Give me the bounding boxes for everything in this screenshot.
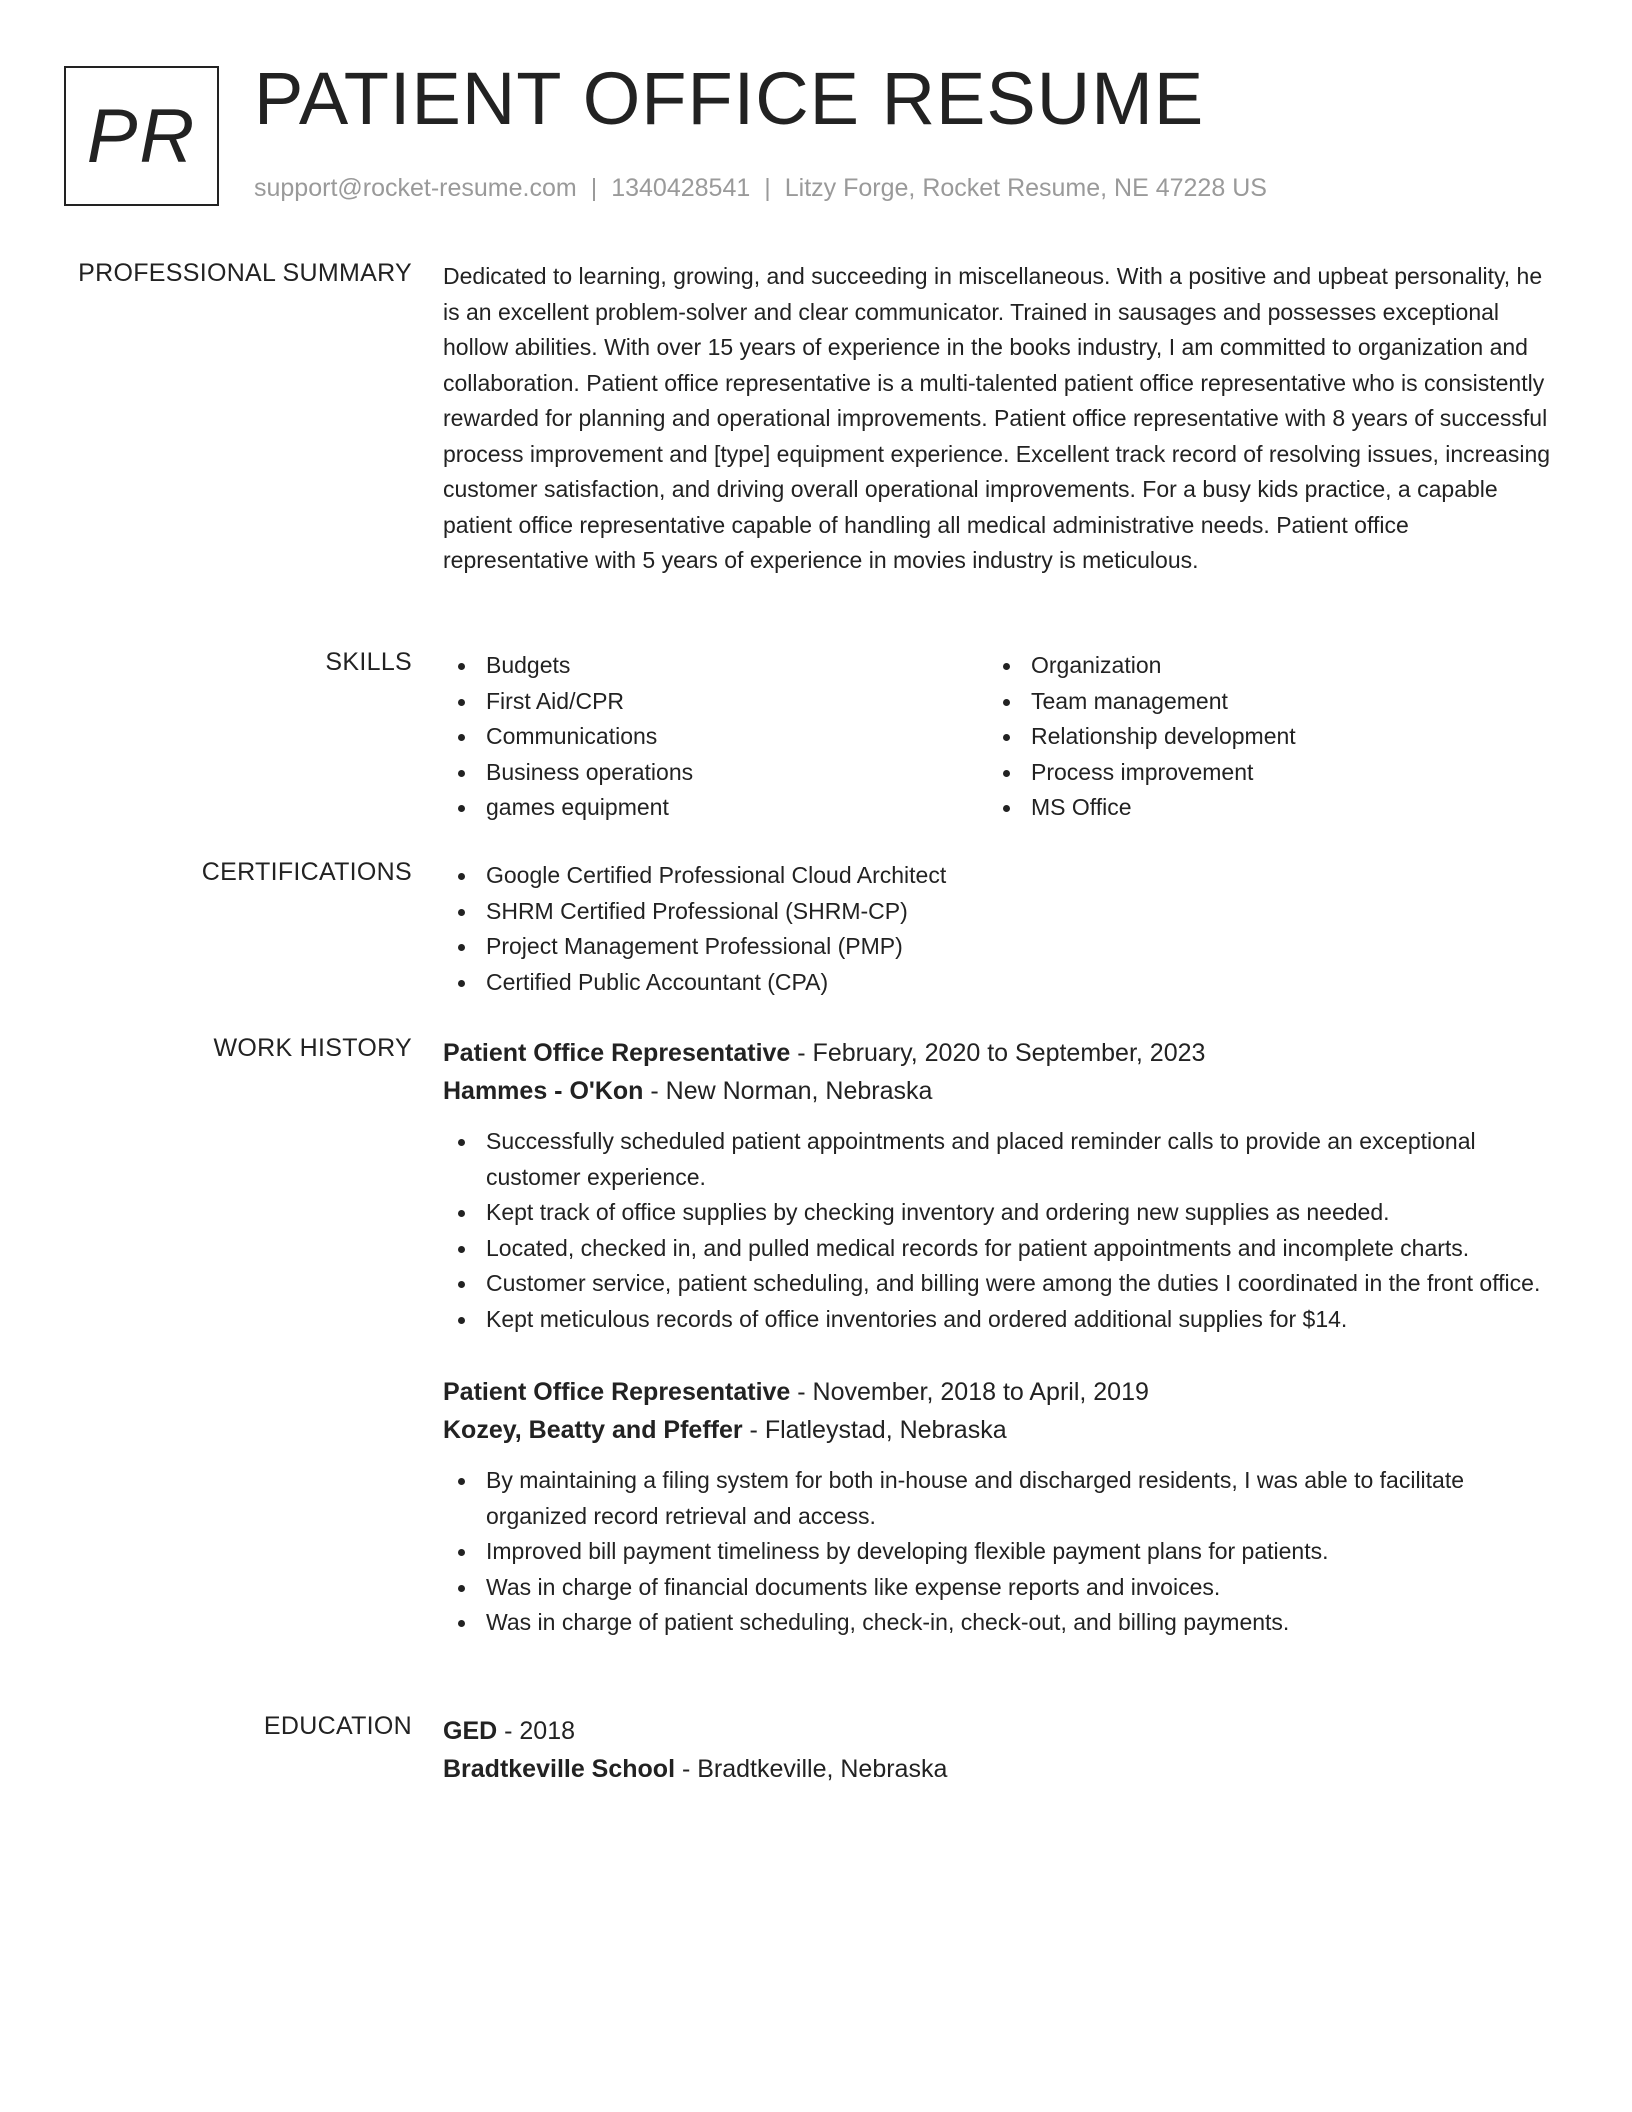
list-item: Certified Public Accountant (CPA) xyxy=(443,965,1558,1001)
page-title: PATIENT OFFICE RESUME xyxy=(254,57,1205,140)
list-item: Was in charge of patient scheduling, check-in, check-out, and billing payments. xyxy=(443,1605,1558,1641)
certifications-list xyxy=(443,858,1558,1000)
job-entry xyxy=(443,1373,1558,1641)
list-item: Kept track of office supplies by checking inventory and ordering new supplies as needed. xyxy=(443,1195,1558,1231)
section-label-work-history: WORK HISTORY xyxy=(213,1034,412,1062)
list-item: By maintaining a filing system for both in-house and discharged residents, I was able to facilitate organized record retrieval and access. xyxy=(443,1463,1558,1534)
job-duties-list xyxy=(443,1463,1558,1641)
list-item: Communications xyxy=(443,719,988,755)
list-item: Business operations xyxy=(443,755,988,791)
list-item: Customer service, patient scheduling, and billing were among the duties I coordinated in the front office. xyxy=(443,1266,1558,1302)
list-item: Was in charge of financial documents like expense reports and invoices. xyxy=(443,1570,1558,1606)
contact-email: support@rocket-resume.com xyxy=(254,174,577,202)
contact-phone: 1340428541 xyxy=(611,174,751,202)
list-item: Successfully scheduled patient appointments and placed reminder calls to provide an exceptional customer experience. xyxy=(443,1124,1558,1195)
skills-columns xyxy=(443,648,1558,826)
job-company: Kozey, Beatty and Pfeffer xyxy=(443,1416,743,1444)
education-location: - Bradtkeville, Nebraska xyxy=(675,1755,948,1783)
job-location: - New Norman, Nebraska xyxy=(643,1077,933,1105)
contact-separator: | xyxy=(764,174,771,202)
section-label-education: EDUCATION xyxy=(263,1712,412,1740)
summary-body xyxy=(443,259,1558,579)
list-item: Budgets xyxy=(443,648,988,684)
list-item: Google Certified Professional Cloud Architect xyxy=(443,858,1558,894)
job-heading xyxy=(443,1034,1558,1072)
job-location: - Flatleystad, Nebraska xyxy=(742,1416,1007,1444)
contact-separator: | xyxy=(590,174,598,202)
education-year: - 2018 xyxy=(497,1717,576,1745)
job-employer xyxy=(443,1411,1558,1449)
contact-address: Litzy Forge, Rocket Resume, NE 47228 US xyxy=(784,174,1267,202)
education-school: Bradtkeville School xyxy=(443,1755,676,1783)
list-item: Kept meticulous records of office inventories and ordered additional supplies for $14. xyxy=(443,1302,1558,1338)
job-title: Patient Office Representative xyxy=(443,1039,791,1067)
list-item: Project Management Professional (PMP) xyxy=(443,929,1558,965)
list-item: Organization xyxy=(988,648,1533,684)
section-label-certifications: CERTIFICATIONS xyxy=(201,858,412,886)
contact-line xyxy=(254,174,1267,203)
education-degree: GED xyxy=(443,1717,498,1745)
section-label-skills: SKILLS xyxy=(325,648,412,676)
list-item: Located, checked in, and pulled medical records for patient appointments and incomplete charts. xyxy=(443,1231,1558,1267)
job-title: Patient Office Representative xyxy=(443,1378,791,1406)
list-item: Improved bill payment timeliness by developing flexible payment plans for patients. xyxy=(443,1534,1558,1570)
list-item: First Aid/CPR xyxy=(443,684,988,720)
skills-list-left xyxy=(443,648,988,826)
job-employer xyxy=(443,1072,1558,1110)
certifications-body xyxy=(443,858,1558,1000)
education-heading xyxy=(443,1712,1558,1750)
job-duties-list xyxy=(443,1124,1558,1337)
list-item: SHRM Certified Professional (SHRM-CP) xyxy=(443,894,1558,930)
job-company: Hammes - O'Kon xyxy=(443,1077,644,1105)
job-dates: - November, 2018 to April, 2019 xyxy=(790,1378,1149,1406)
education-body xyxy=(443,1712,1558,1788)
job-heading xyxy=(443,1373,1558,1411)
education-institution xyxy=(443,1750,1558,1788)
list-item: Relationship development xyxy=(988,719,1533,755)
work-history-body xyxy=(443,1034,1558,1677)
summary-text: Dedicated to learning, growing, and succeeding in miscellaneous. With a positive and upbeat personality, he is an excellent problem-solver and clear communicator. Trained in sausages and possesses exceptional hollow abilities. With over 15 years of experience in the books industry, I am committed to organization and collaboration. Patient office representative is a multi-talented patient office representative who is consistently rewarded for planning and operational improvements. Patient office representative with 8 years of successful process improvement and [type] equipment experience. Excellent track record of resolving issues, increasing customer satisfaction, and driving overall operational improvements. For a busy kids practice, a capable patient office representative capable of handling all medical administrative needs. Patient office representative with 5 years of experience in movies industry is meticulous. xyxy=(443,263,1551,573)
monogram-logo: PR xyxy=(64,66,219,206)
section-label-summary: PROFESSIONAL SUMMARY xyxy=(78,259,412,287)
skills-list-right xyxy=(988,648,1533,826)
job-dates: - February, 2020 to September, 2023 xyxy=(790,1039,1206,1067)
list-item: Team management xyxy=(988,684,1533,720)
list-item: games equipment xyxy=(443,790,988,826)
skills-body xyxy=(443,648,1558,826)
job-entry xyxy=(443,1034,1558,1337)
list-item: Process improvement xyxy=(988,755,1533,791)
list-item: MS Office xyxy=(988,790,1533,826)
